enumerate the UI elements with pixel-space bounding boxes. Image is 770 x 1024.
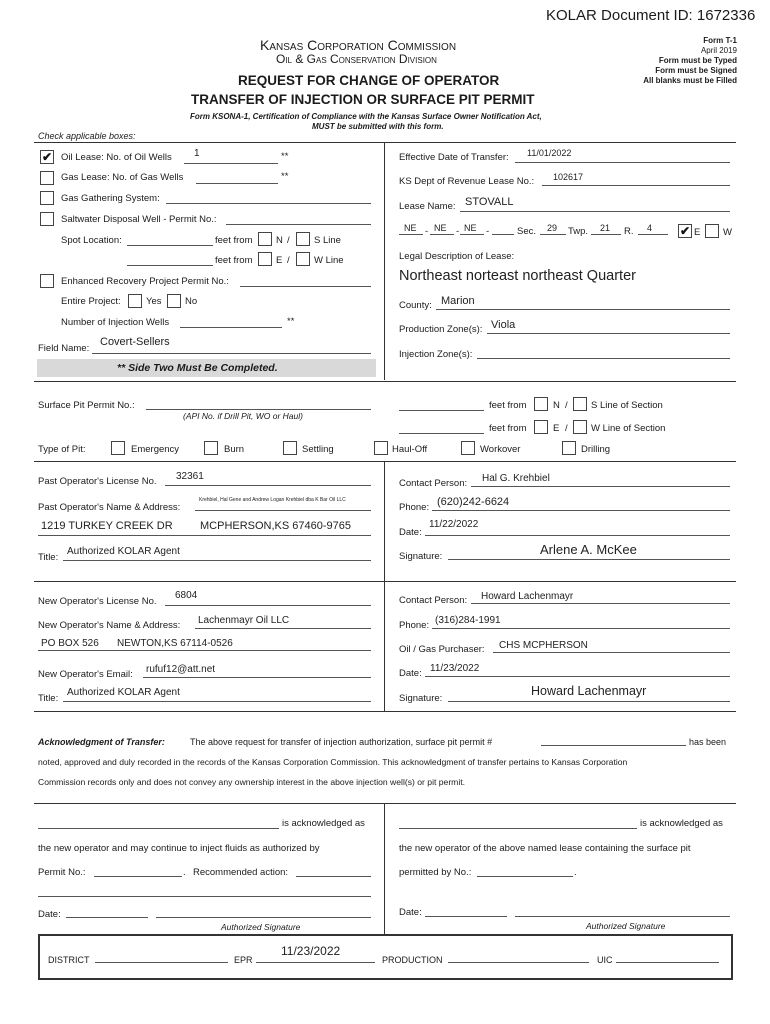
ack-right-sig-line bbox=[515, 916, 730, 917]
epr-value[interactable]: 11/23/2022 bbox=[281, 944, 341, 958]
spot-s-label: S Line bbox=[314, 235, 341, 246]
ksdr-lease-label: KS Dept of Revenue Lease No.: bbox=[399, 176, 535, 187]
acknowledgment-text-1: The above request for transfer of injection authorization, surface pit permit # bbox=[190, 737, 493, 747]
division-name: Oil & Gas Conservation Division bbox=[276, 52, 437, 66]
past-address-street[interactable]: 1219 TURKEY CREEK DR bbox=[41, 520, 173, 532]
pit-ns-slash: / bbox=[565, 400, 568, 411]
new-column-divider bbox=[384, 581, 385, 711]
new-license-line bbox=[165, 605, 371, 606]
past-contact-label: Contact Person: bbox=[399, 478, 468, 489]
pit-feet-from-ew: feet from bbox=[489, 423, 527, 434]
past-license-label: Past Operator's License No. bbox=[38, 476, 157, 487]
form-title-1: REQUEST FOR CHANGE OF OPERATOR bbox=[238, 73, 500, 88]
township-value[interactable]: 21 bbox=[600, 223, 611, 233]
pit-permit-label: Surface Pit Permit No.: bbox=[38, 400, 135, 411]
past-signature-line bbox=[448, 559, 730, 560]
new-name-value[interactable]: Lachenmayr Oil LLC bbox=[198, 615, 290, 626]
county-label: County: bbox=[399, 300, 432, 311]
range-e-checkbox[interactable]: ✔ bbox=[679, 224, 691, 238]
gas-lease-checkbox[interactable] bbox=[40, 171, 54, 185]
agency-name: Kansas Corporation Commission bbox=[260, 37, 457, 53]
acknowledgment-heading: Acknowledgment of Transfer: bbox=[38, 737, 165, 747]
quarter-4-line bbox=[492, 234, 514, 235]
pit-ns-line bbox=[399, 410, 484, 411]
past-license-value[interactable]: 32361 bbox=[176, 471, 204, 482]
past-column-divider bbox=[384, 461, 385, 581]
pit-e-checkbox[interactable] bbox=[534, 420, 548, 434]
section-divider bbox=[34, 142, 736, 143]
new-contact-label: Contact Person: bbox=[399, 595, 468, 606]
api-note: (API No. if Drill Pit, WO or Haul) bbox=[183, 411, 303, 421]
ack-left-text: the new operator and may continue to inject fluids as authorized by bbox=[38, 843, 320, 854]
past-title-value[interactable]: Authorized KOLAR Agent bbox=[67, 546, 180, 557]
past-date-line bbox=[425, 535, 730, 536]
entire-no-checkbox[interactable] bbox=[167, 294, 181, 308]
new-phone-line bbox=[432, 628, 730, 629]
spot-w-checkbox[interactable] bbox=[296, 252, 310, 266]
past-name-line bbox=[195, 510, 371, 511]
new-title-line bbox=[63, 701, 371, 702]
production-label: PRODUCTION bbox=[382, 955, 443, 965]
spot-feet-from-ns: feet from bbox=[215, 235, 253, 246]
pit-emergency-checkbox[interactable] bbox=[111, 441, 125, 455]
past-name-value[interactable]: Krehbiel, Hal Gene and Andrew Logan Krehbiel dba K Bar Oil LLC bbox=[199, 497, 346, 503]
past-contact-value[interactable]: Hal G. Krehbiel bbox=[482, 473, 550, 484]
quarter-2-line bbox=[430, 234, 454, 235]
new-email-label: New Operator's Email: bbox=[38, 669, 133, 680]
effective-date-value[interactable]: 11/01/2022 bbox=[527, 148, 572, 158]
ack-permit-no-line bbox=[94, 876, 182, 877]
injection-wells-line bbox=[180, 327, 282, 328]
ack-right-auth-signature: Authorized Signature bbox=[586, 921, 666, 931]
past-address-city[interactable]: MCPHERSON,KS 67460-9765 bbox=[200, 520, 352, 532]
range-w-label: W bbox=[723, 227, 732, 238]
form-info bbox=[620, 36, 737, 86]
form-note-signed: Form must be Signed bbox=[655, 66, 737, 75]
pit-n-label: N bbox=[553, 400, 560, 411]
pit-drilling-checkbox[interactable] bbox=[562, 441, 576, 455]
new-address-street[interactable]: PO BOX 526 bbox=[41, 638, 99, 649]
quarter-1-line bbox=[399, 234, 423, 235]
pit-burn-checkbox[interactable] bbox=[204, 441, 218, 455]
field-name-label: Field Name: bbox=[38, 343, 90, 354]
entire-yes-label: Yes bbox=[146, 296, 162, 307]
new-address-line bbox=[38, 650, 371, 651]
pit-divider bbox=[34, 381, 736, 382]
past-address-line bbox=[38, 535, 371, 536]
epr-line bbox=[256, 962, 375, 963]
pit-feet-from-ns: feet from bbox=[489, 400, 527, 411]
new-email-value[interactable]: rufuf12@att.net bbox=[146, 664, 216, 675]
pit-e-label: E bbox=[553, 423, 560, 434]
form-note-filled: All blanks must be Filled bbox=[643, 76, 737, 85]
pit-drilling-label: Drilling bbox=[581, 444, 611, 455]
new-contact-line bbox=[471, 603, 730, 604]
new-date-value[interactable]: 11/23/2022 bbox=[430, 663, 480, 674]
production-zone-line bbox=[487, 333, 730, 334]
ack-right-name-line bbox=[399, 828, 637, 829]
uic-line bbox=[616, 962, 719, 963]
entire-project-label: Entire Project: bbox=[61, 296, 121, 307]
acknowledgment-text-2: noted, approved and duly recorded in the records of the Kansas Corporation Commission. This acknowledgment of transfer pertains to Kansas Corporation bbox=[38, 757, 628, 767]
section-value[interactable]: 29 bbox=[547, 223, 558, 233]
side-two-text: ** Side Two Must Be Completed. bbox=[117, 362, 278, 374]
ack-left-date-line bbox=[66, 917, 148, 918]
ack-recommended-label: Recommended action: bbox=[193, 867, 289, 878]
new-license-label: New Operator's License No. bbox=[38, 596, 157, 607]
pit-s-checkbox[interactable] bbox=[573, 397, 587, 411]
ack-left-is-acknowledged: is acknowledged as bbox=[282, 818, 365, 829]
past-signature-label: Signature: bbox=[399, 551, 443, 562]
new-signature-value[interactable]: Howard Lachenmayr bbox=[531, 684, 647, 698]
pit-type-label: Type of Pit: bbox=[38, 444, 86, 455]
pit-n-checkbox[interactable] bbox=[534, 397, 548, 411]
county-line bbox=[436, 309, 730, 310]
new-signature-line bbox=[448, 701, 730, 702]
new-title-value[interactable]: Authorized KOLAR Agent bbox=[67, 687, 180, 698]
spot-ew-line bbox=[127, 265, 213, 266]
ack-has-been: has been bbox=[689, 737, 727, 747]
range-label: R. bbox=[624, 226, 634, 237]
pit-settling-checkbox[interactable] bbox=[283, 441, 297, 455]
injection-zone-label: Injection Zone(s): bbox=[399, 349, 473, 360]
past-license-line bbox=[165, 485, 371, 486]
pit-burn-label: Burn bbox=[224, 444, 245, 455]
ack-left-sig-line bbox=[156, 917, 371, 918]
quarter-dash-1: - bbox=[425, 226, 429, 237]
ack-left-name-line bbox=[38, 828, 279, 829]
spot-ew-slash: / bbox=[287, 255, 290, 266]
new-email-line bbox=[143, 677, 371, 678]
new-title-label: Title: bbox=[38, 693, 59, 704]
quarter-2[interactable]: NE bbox=[434, 223, 447, 233]
spot-e-checkbox[interactable] bbox=[258, 252, 272, 266]
gas-gathering-line bbox=[166, 203, 371, 204]
quarter-3-line bbox=[460, 234, 484, 235]
new-name-line bbox=[195, 628, 371, 629]
gas-gathering-label: Gas Gathering System: bbox=[61, 193, 160, 204]
spot-ns-line bbox=[127, 245, 213, 246]
spot-feet-from-ew: feet from bbox=[215, 255, 253, 266]
ack-permitted-by-dot: . bbox=[574, 867, 577, 878]
ack-left-date-label: Date: bbox=[38, 909, 61, 920]
swd-permit-line bbox=[226, 224, 371, 225]
pit-hauloff-checkbox[interactable] bbox=[374, 441, 388, 455]
past-phone-line bbox=[432, 510, 730, 511]
range-value[interactable]: 4 bbox=[647, 223, 653, 233]
pit-w-label: W Line of Section bbox=[591, 423, 666, 434]
range-e-label: E bbox=[694, 227, 701, 238]
ack-right-is-acknowledged: is acknowledged as bbox=[640, 818, 723, 829]
instruction-line-2: MUST be submitted with this form. bbox=[312, 122, 444, 131]
injection-wells-label: Number of Injection Wells bbox=[61, 317, 170, 328]
ack-column-divider bbox=[384, 803, 385, 934]
gas-wells-line bbox=[196, 183, 278, 184]
ack-recommended-line bbox=[296, 876, 371, 877]
form-date: April 2019 bbox=[700, 46, 737, 55]
swd-checkbox[interactable] bbox=[40, 212, 54, 226]
instruction-line-1: Form KSONA-1, Certification of Compliance with the Kansas Surface Owner Notification Act, bbox=[190, 112, 542, 121]
purchaser-label: Oil / Gas Purchaser: bbox=[399, 644, 485, 655]
spot-location-label: Spot Location: bbox=[61, 235, 122, 246]
purchaser-line bbox=[493, 652, 730, 653]
gas-gathering-checkbox[interactable] bbox=[40, 191, 54, 205]
past-contact-line bbox=[471, 486, 730, 487]
production-line bbox=[448, 962, 589, 963]
oil-lease-label: Oil Lease: No. of Oil Wells bbox=[61, 152, 172, 163]
ack-box-divider bbox=[34, 803, 736, 804]
past-date-value[interactable]: 11/22/2022 bbox=[429, 519, 479, 530]
new-operator-divider bbox=[34, 581, 736, 582]
entire-yes-checkbox[interactable] bbox=[128, 294, 142, 308]
quarter-1[interactable]: NE bbox=[404, 223, 417, 233]
production-zone-label: Production Zone(s): bbox=[399, 324, 483, 335]
pit-settling-label: Settling bbox=[302, 444, 334, 455]
pit-emergency-label: Emergency bbox=[131, 444, 180, 455]
spot-w-label: W Line bbox=[314, 255, 344, 266]
ack-right-date-label: Date: bbox=[399, 907, 422, 918]
gas-wells-stars: ** bbox=[281, 171, 289, 182]
pit-workover-checkbox[interactable] bbox=[461, 441, 475, 455]
effective-date-line bbox=[515, 162, 730, 163]
ack-permitted-by-line bbox=[477, 876, 573, 877]
past-date-label: Date: bbox=[399, 527, 422, 538]
new-address-city[interactable]: NEWTON,KS 67114-0526 bbox=[117, 638, 233, 649]
acknowledgment-text-3: Commission records only and does not convey any ownership interest in the above injection well(s) or pit permit. bbox=[38, 777, 466, 787]
new-date-label: Date: bbox=[399, 668, 422, 679]
uic-label: UIC bbox=[597, 955, 613, 965]
production-zone-value[interactable]: Viola bbox=[491, 319, 516, 331]
township-label: Twp. bbox=[568, 226, 589, 237]
acknowledgment-divider bbox=[34, 711, 736, 712]
ack-left-auth-signature: Authorized Signature bbox=[221, 922, 301, 932]
enhanced-recovery-checkbox[interactable] bbox=[40, 274, 54, 288]
ack-permit-line bbox=[541, 745, 686, 746]
field-name-value[interactable]: Covert-Sellers bbox=[100, 336, 170, 348]
lease-name-value[interactable]: STOVALL bbox=[465, 196, 514, 208]
spot-ns-slash: / bbox=[287, 235, 290, 246]
ack-permitted-by-label: permitted by No.: bbox=[399, 867, 472, 878]
injection-zone-line bbox=[477, 358, 730, 359]
ack-right-date-line bbox=[425, 916, 507, 917]
column-divider bbox=[384, 142, 385, 380]
past-operator-divider bbox=[34, 461, 736, 462]
pit-ew-slash: / bbox=[565, 423, 568, 434]
entire-no-label: No bbox=[185, 296, 198, 307]
enhanced-recovery-label: Enhanced Recovery Project Permit No.: bbox=[61, 276, 229, 287]
quarter-dash-3: - bbox=[486, 226, 490, 237]
pit-s-label: S Line of Section bbox=[591, 400, 663, 411]
ack-permit-no-dot: . bbox=[183, 867, 186, 878]
new-name-label: New Operator's Name & Address: bbox=[38, 620, 181, 631]
quarter-3[interactable]: NE bbox=[464, 223, 477, 233]
ksdr-lease-value[interactable]: 102617 bbox=[553, 172, 584, 182]
new-phone-value[interactable]: (316)284-1991 bbox=[435, 615, 501, 626]
pit-ew-line bbox=[399, 433, 484, 434]
county-value[interactable]: Marion bbox=[441, 295, 475, 307]
legal-description-value[interactable]: Northeast norteast northeast Quarter bbox=[399, 268, 636, 284]
gas-lease-label: Gas Lease: No. of Gas Wells bbox=[61, 172, 184, 183]
lease-name-line bbox=[460, 211, 730, 212]
district-label: DISTRICT bbox=[48, 955, 90, 965]
new-license-value[interactable]: 6804 bbox=[175, 590, 198, 601]
legal-description-label: Legal Description of Lease: bbox=[399, 251, 515, 262]
injection-wells-stars: ** bbox=[287, 316, 295, 327]
oil-lease-checkbox[interactable]: ✔ bbox=[41, 150, 53, 164]
range-line bbox=[638, 234, 668, 235]
district-line bbox=[95, 962, 228, 963]
form-number: Form T-1 bbox=[703, 36, 737, 45]
section-label: Sec. bbox=[517, 226, 537, 237]
lease-name-label: Lease Name: bbox=[399, 201, 456, 212]
spot-n-checkbox[interactable] bbox=[258, 232, 272, 246]
spot-n-label: N bbox=[276, 235, 283, 246]
pit-w-checkbox[interactable] bbox=[573, 420, 587, 434]
past-title-label: Title: bbox=[38, 552, 59, 563]
oil-wells-value[interactable]: 1 bbox=[194, 148, 200, 159]
pit-workover-label: Workover bbox=[480, 444, 521, 455]
ack-permit-no-label: Permit No.: bbox=[38, 867, 86, 878]
past-signature-value[interactable]: Arlene A. McKee bbox=[540, 542, 637, 557]
purchaser-value[interactable]: CHS MCPHERSON bbox=[499, 640, 588, 651]
oil-wells-line bbox=[184, 163, 278, 164]
spot-e-label: E bbox=[276, 255, 283, 266]
spot-s-checkbox[interactable] bbox=[296, 232, 310, 246]
form-title-2: TRANSFER OF INJECTION OR SURFACE PIT PERMIT bbox=[191, 92, 535, 107]
past-phone-value[interactable]: (620)242-6624 bbox=[437, 496, 510, 508]
new-contact-value[interactable]: Howard Lachenmayr bbox=[481, 591, 574, 602]
enhanced-permit-line bbox=[240, 286, 371, 287]
ack-right-text: the new operator of the above named lease containing the surface pit bbox=[399, 843, 691, 854]
effective-date-label: Effective Date of Transfer: bbox=[399, 152, 509, 163]
past-title-line bbox=[63, 560, 371, 561]
past-name-label: Past Operator's Name & Address: bbox=[38, 502, 181, 513]
range-w-checkbox[interactable] bbox=[705, 224, 719, 238]
quarter-dash-2: - bbox=[456, 226, 460, 237]
field-name-line bbox=[92, 353, 371, 354]
pit-hauloff-label: Haul-Off bbox=[392, 444, 428, 455]
new-phone-label: Phone: bbox=[399, 620, 430, 631]
swd-label: Saltwater Disposal Well - Permit No.: bbox=[61, 214, 217, 225]
past-phone-label: Phone: bbox=[399, 502, 430, 513]
new-signature-label: Signature: bbox=[399, 693, 443, 704]
new-date-line bbox=[425, 676, 730, 677]
form-note-typed: Form must be Typed bbox=[658, 56, 737, 65]
check-boxes-label: Check applicable boxes: bbox=[38, 131, 136, 141]
ksdr-lease-line bbox=[542, 185, 730, 186]
oil-wells-stars: ** bbox=[281, 151, 289, 162]
document-id: KOLAR Document ID: 1672336 bbox=[546, 7, 756, 24]
epr-label: EPR bbox=[234, 955, 253, 965]
ack-blank-line bbox=[38, 896, 371, 897]
